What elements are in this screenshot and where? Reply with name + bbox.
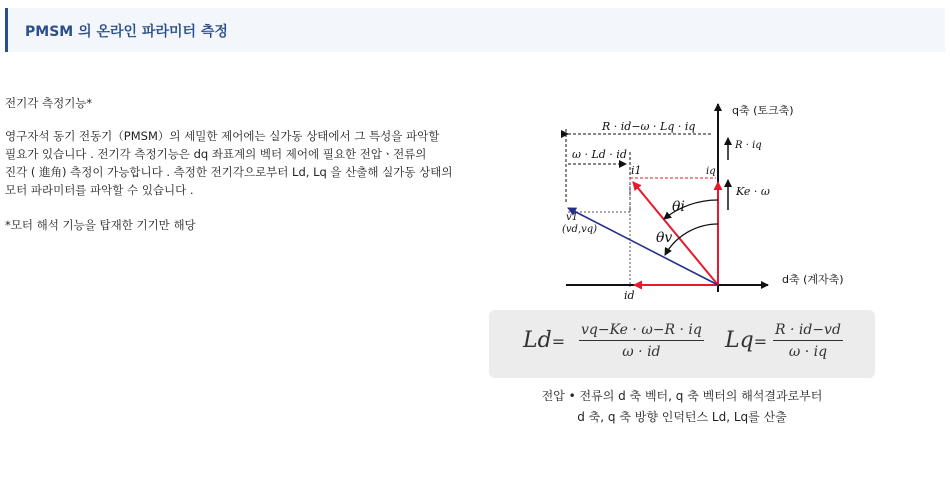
- formula-box: [489, 310, 875, 378]
- id-label: id: [624, 289, 635, 302]
- left-dimension-label: ω · Ld · id: [572, 148, 627, 161]
- caption-line: 전압 • 전류의 d 축 벡터, q 축 벡터의 해석결과로부터: [541, 389, 823, 403]
- vector-diagram: [480, 92, 880, 307]
- paragraph-line: 진각 ( 進角) 측정이 가능합니다 . 측정한 전기각으로부터 Ld, Lq 을 산출해 실가동 상태의: [5, 165, 453, 179]
- paragraph-line: 필요가 있습니다 . 전기각 측정기능은 dq 좌표계의 벡터 제어에 필요한 전압ㆍ전류의: [5, 147, 427, 161]
- top-dimension-label: R · id−ω · Lq · iq: [602, 120, 696, 133]
- ld-fraction: [579, 322, 704, 360]
- paragraph-line: 영구자석 동기 전동기（PMSM）의 세밀한 제어에는 실가동 상태에서 그 특성을 파악할: [5, 129, 440, 143]
- iq-label: iq: [706, 166, 716, 177]
- lq-denominator: ω · iq: [788, 344, 828, 360]
- ld-formula-lhs: Ld=: [523, 328, 566, 353]
- lq-formula-lhs: Lq=: [725, 328, 768, 353]
- subtitle: 전기각 측정기능*: [5, 96, 93, 110]
- i1-vector: [633, 182, 718, 285]
- ld-denominator: ω · id: [622, 344, 661, 360]
- paragraph-line: 모터 파라미터를 파악할 수 있습니다 .: [5, 183, 194, 197]
- i1-label: i1: [631, 164, 642, 177]
- lq-fraction: [773, 322, 843, 360]
- lq-numerator: R · id−vd: [773, 322, 843, 341]
- ld-numerator: vq−Ke · ω−R · iq: [579, 322, 704, 341]
- q-axis-label: q축 (토크축): [732, 104, 794, 117]
- description-text: [5, 94, 485, 234]
- v1-vector: [568, 208, 718, 285]
- footnote: *모터 해석 기능을 탑재한 기기만 해당: [5, 218, 196, 232]
- theta-v-arc: [665, 224, 718, 255]
- v1-label: v1: [566, 212, 579, 223]
- section-header: [5, 8, 945, 52]
- theta-v-label: θv: [656, 230, 673, 246]
- caption-line: d 축, q 축 방향 인덕턴스 Ld, Lq를 산출: [577, 410, 787, 424]
- vdvq-label: (vd,vq): [562, 224, 598, 235]
- section-title: PMSM 의 온라인 파라미터 측정: [25, 24, 228, 40]
- r-iq-label: R · iq: [735, 140, 762, 151]
- diagram-caption: [489, 386, 875, 428]
- ke-omega-label: Ke · ω: [736, 185, 770, 198]
- d-axis-label: d축 (계자축): [782, 273, 844, 286]
- theta-i-label: θi: [672, 199, 685, 215]
